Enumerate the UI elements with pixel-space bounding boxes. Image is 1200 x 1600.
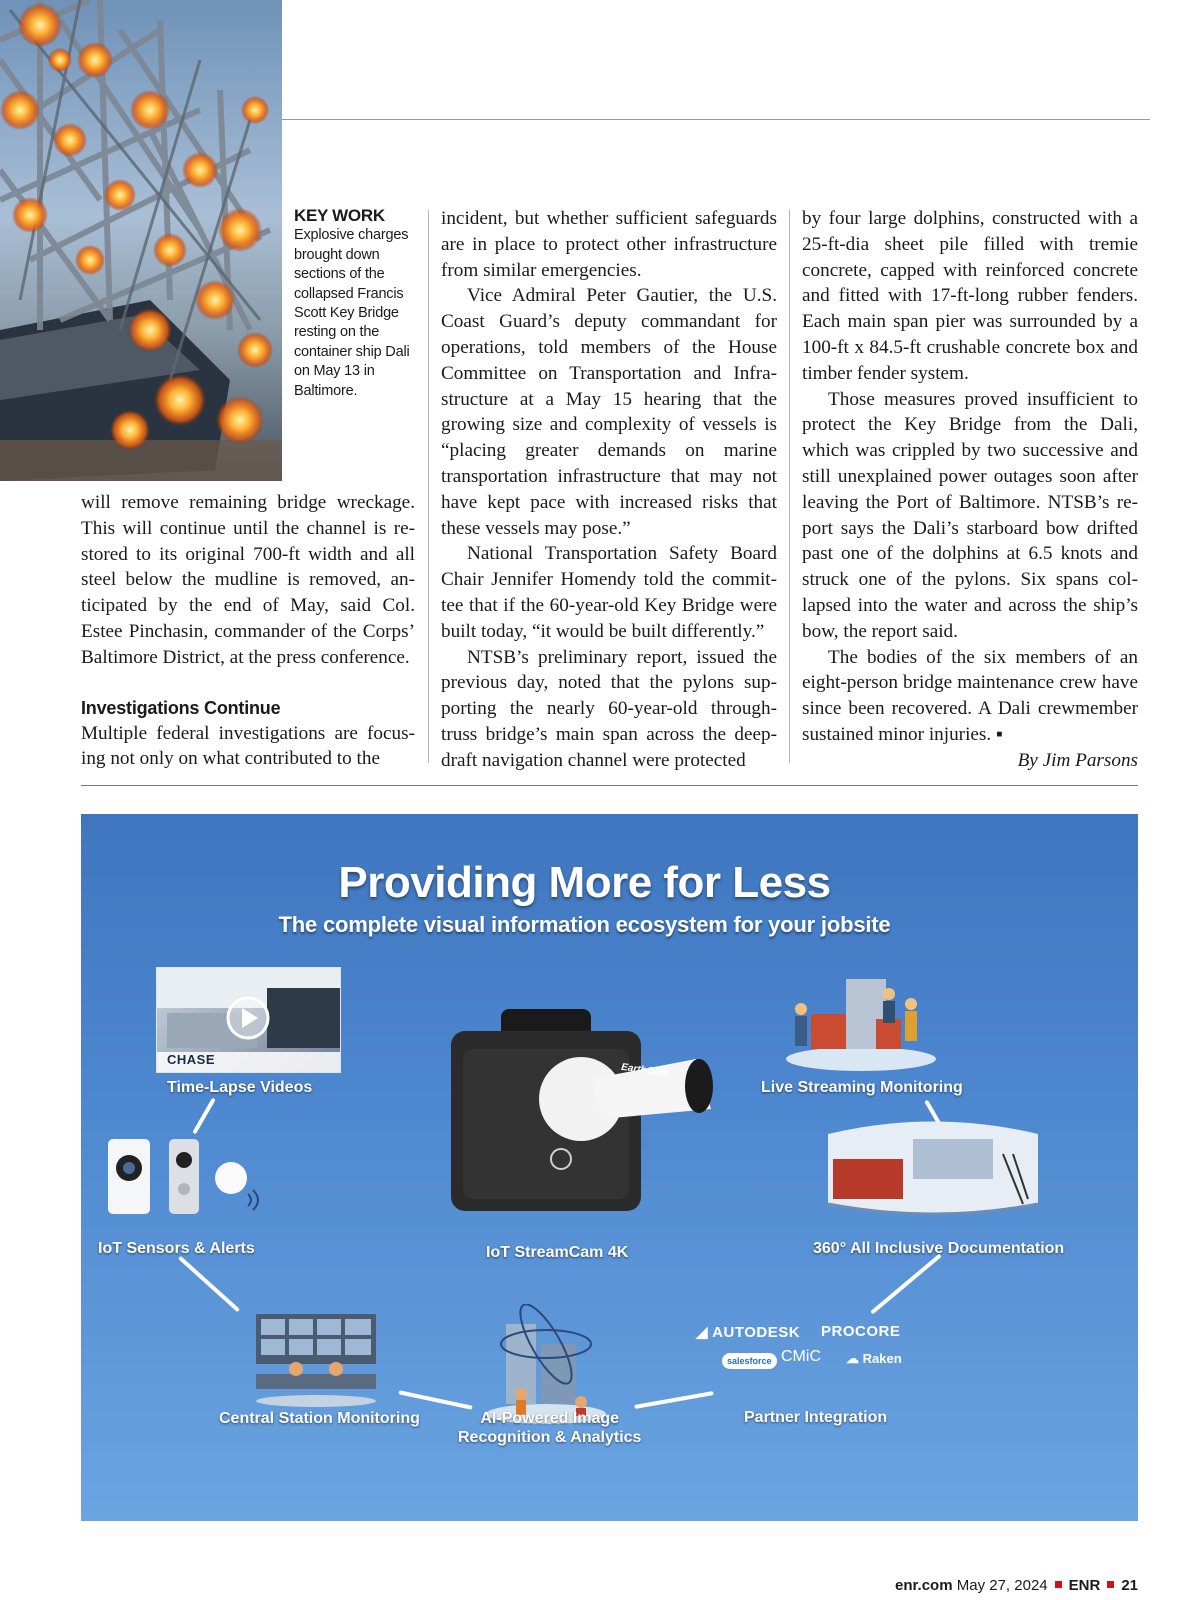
photo-caption xyxy=(294,206,416,401)
feature-timelapse: Time-Lapse Videos xyxy=(167,1079,313,1096)
ai-line-2: Recognition & Analytics xyxy=(458,1429,642,1446)
top-rule xyxy=(282,119,1150,120)
paragraph: National Transportation Safety Board Chair Jennifer Homendy told the committee that if the 60-year-old Key Bridge were built today, “it would be built differently.” xyxy=(441,543,777,642)
paragraph: NTSB’s preliminary report, issued the previous day, noted that the pylons supporting the nearly 60-year-old through-truss bridge’s main span across the deep-draft navigation channel were protected xyxy=(441,646,777,771)
autodesk-label: AUTODESK xyxy=(712,1324,801,1341)
byline: By Jim Parsons xyxy=(1017,749,1138,771)
page-footer xyxy=(895,1577,1138,1594)
control-room-icon xyxy=(251,1309,381,1409)
salesforce-logo: salesforce xyxy=(722,1353,777,1369)
paragraph: Vice Admiral Peter Gautier, the U.S. Coast Guard’s deputy commandant for operations, told members of the House Committee on Transportation and Infrastructure at a May 15 hearing that the growing size and complexity of vessels is “placing greater demands on marine transportation infrastructure that may not have kept pace with increased risks that these vessels may pose.” xyxy=(441,285,777,539)
footer-date: May 27, 2024 xyxy=(956,1577,1048,1594)
autodesk-logo xyxy=(696,1323,800,1341)
separator-square-icon xyxy=(1055,1581,1062,1588)
connector-arc xyxy=(870,1254,942,1315)
footer-site[interactable]: enr.com xyxy=(895,1577,953,1594)
bridge-demolition-photo xyxy=(0,0,282,481)
paragraph: incident, but whether sufficient safeguards are in place to protect other infrastructure from similar emergencies. xyxy=(441,208,777,281)
timelapse-video-thumbnail[interactable] xyxy=(156,967,341,1073)
raken-cloud-icon: ☁ xyxy=(846,1351,863,1366)
page-number: 21 xyxy=(1121,1577,1138,1594)
ad-subtitle: The complete visual information ecosystem for your jobsite xyxy=(278,912,891,937)
caption-title: KEY WORK xyxy=(294,206,385,225)
feature-partner-integration: Partner Integration xyxy=(744,1409,888,1426)
iot-sensor-devices-icon xyxy=(103,1134,263,1224)
column-divider xyxy=(789,210,790,763)
panorama-360-icon xyxy=(823,1114,1043,1219)
paragraph: by four large dolphins, constructed with a 25-ft-dia sheet pile filled with tremie concrete, capped with reinforced concrete and fitted with 17-ft-long rubber fenders. Each main span pier was surrounded by a 100-ft x 84.5-ft crushable concrete box and timber fender system. xyxy=(802,208,1138,384)
connector-arc xyxy=(634,1391,713,1409)
construction-workers-icon xyxy=(781,964,941,1074)
raken-label: Raken xyxy=(862,1351,902,1366)
feature-iot-sensors: IoT Sensors & Alerts xyxy=(98,1240,255,1257)
procore-logo: PROCORE xyxy=(821,1323,901,1340)
feature-central-station: Central Station Monitoring xyxy=(219,1410,420,1427)
subheading: Investigations Continue xyxy=(81,697,281,718)
bottom-rule xyxy=(81,785,1138,786)
photo-illustration xyxy=(0,0,282,481)
feature-live-streaming: Live Streaming Monitoring xyxy=(761,1079,963,1096)
article-column-3 xyxy=(802,206,1138,774)
connector-arc xyxy=(178,1256,240,1313)
paragraph: Those measures proved insufficient to protect the Key Bridge from the Dali, which was crippled by two successive and still unexplained power outages soon after leaving the Port of Baltimore. NTSB’s report says the Dali’s starboard bow drifted past one of the dolphins at 6.5 knots and struck one of the pylons. Six spans collapsed into the water and across the ship’s bow, the report said. xyxy=(802,388,1138,642)
paragraph: will remove remaining bridge wreckage. This will continue until the channel is restored to its original 700-ft width and all steel below the mudline is removed, anticipated by the end of May, said Col. Estee Pinchasin, commander of the Corps’ Baltimore District, at the press conference. xyxy=(81,492,415,668)
paragraph: The bodies of the six members of an eight-person bridge maintenance crew have since been recovered. A Dali crewmember sustained minor injuries. ▪ xyxy=(802,646,1138,745)
autodesk-mark-icon: ◢ xyxy=(696,1324,713,1341)
article-column-1 xyxy=(81,490,415,772)
feature-streamcam: IoT StreamCam 4K xyxy=(486,1244,629,1261)
ai-line-1: AI-Powered Image xyxy=(480,1410,620,1427)
feature-360-documentation: 360° All Inclusive Documentation xyxy=(813,1240,1065,1257)
separator-square-icon xyxy=(1107,1581,1114,1588)
feature-ai-analytics xyxy=(458,1409,641,1447)
article-column-2 xyxy=(441,206,777,774)
cmic-logo: CMiC xyxy=(781,1348,821,1365)
caption-text: Explosive charges brought down sections of the collapsed Francis Scott Key Bridge resting on the container ship Dali on May 13 in Baltimore. xyxy=(294,227,410,399)
earthcam-advertisement[interactable] xyxy=(81,814,1138,1521)
connector-arc xyxy=(398,1390,472,1410)
connector-arc xyxy=(192,1098,215,1135)
column-divider xyxy=(428,210,429,763)
earthcam-logo: EarthCam xyxy=(620,1061,669,1080)
footer-magazine: ENR xyxy=(1068,1577,1101,1594)
paragraph: Multiple federal investigations are focusing not only on what contributed to the xyxy=(81,722,415,770)
ad-title: Providing More for Less xyxy=(338,858,831,907)
raken-logo xyxy=(846,1351,902,1367)
chase-logo: CHASE xyxy=(167,1052,216,1067)
streamcam-case-icon xyxy=(451,1009,721,1219)
